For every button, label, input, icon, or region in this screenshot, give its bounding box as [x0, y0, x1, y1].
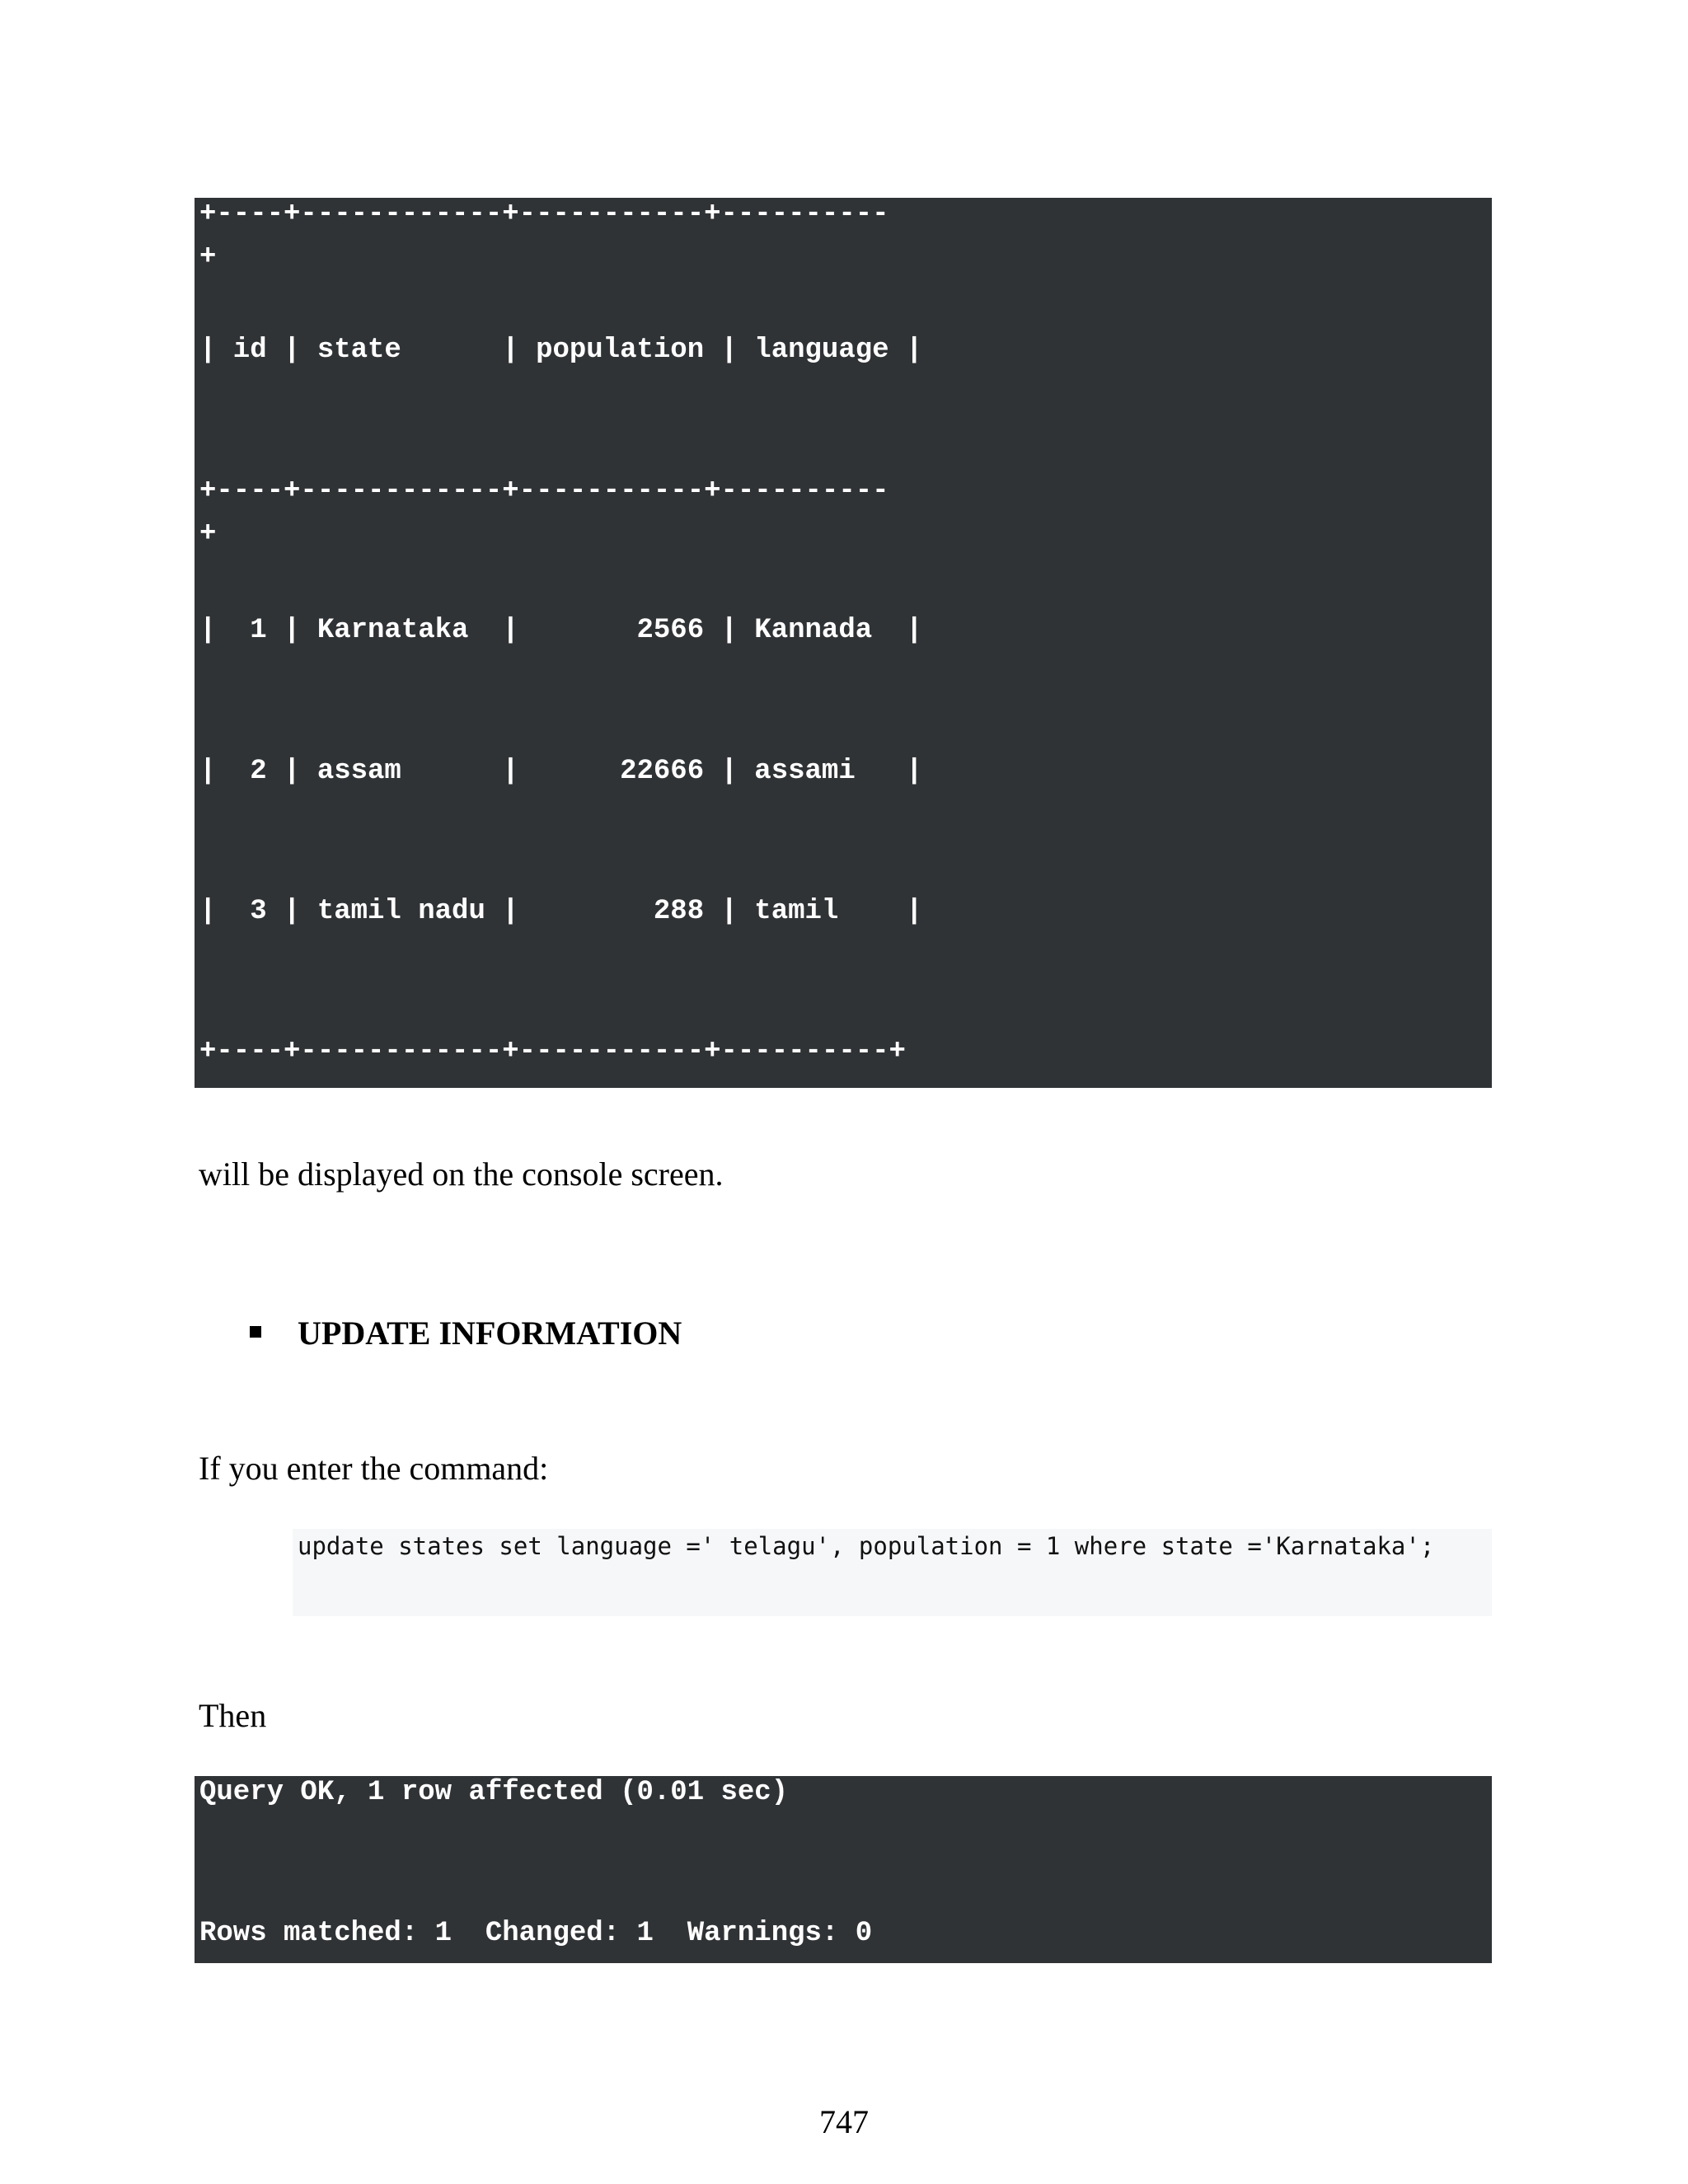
query-output-block	[195, 1776, 1492, 1963]
then-paragraph: Then	[199, 1697, 267, 1734]
table-border-line: +	[199, 241, 217, 273]
square-bullet-icon	[250, 1326, 261, 1338]
rows-matched-line: Rows matched: 1 Changed: 1 Warnings: 0	[199, 1918, 873, 1949]
table-border-line: +----+------------+-----------+----------	[199, 199, 889, 230]
page-number: 747	[819, 2103, 869, 2140]
table-row: | 1 | Karnataka | 2566 | Kannada |	[199, 615, 923, 646]
table-border-line: +	[199, 518, 217, 550]
query-result-line: Query OK, 1 row affected (0.01 sec)	[199, 1777, 789, 1808]
command-code: update states set language =' telagu', population = 1 where state ='Karnataka';	[298, 1532, 1435, 1560]
table-border-line: +----+------------+-----------+----------+	[199, 1036, 906, 1067]
table-row: | 2 | assam | 22666 | assami |	[199, 756, 923, 787]
table-row: | 3 | tamil nadu | 288 | tamil |	[199, 896, 923, 927]
command-intro-paragraph: If you enter the command:	[199, 1450, 549, 1487]
console-note-paragraph: will be displayed on the console screen.	[199, 1155, 724, 1193]
table-border-line: +----+------------+-----------+----------	[199, 476, 889, 507]
table-output-block	[195, 198, 1492, 1088]
table-header-row: | id | state | population | language |	[199, 335, 923, 366]
command-code-block	[293, 1529, 1492, 1616]
section-heading: UPDATE INFORMATION	[298, 1315, 682, 1352]
